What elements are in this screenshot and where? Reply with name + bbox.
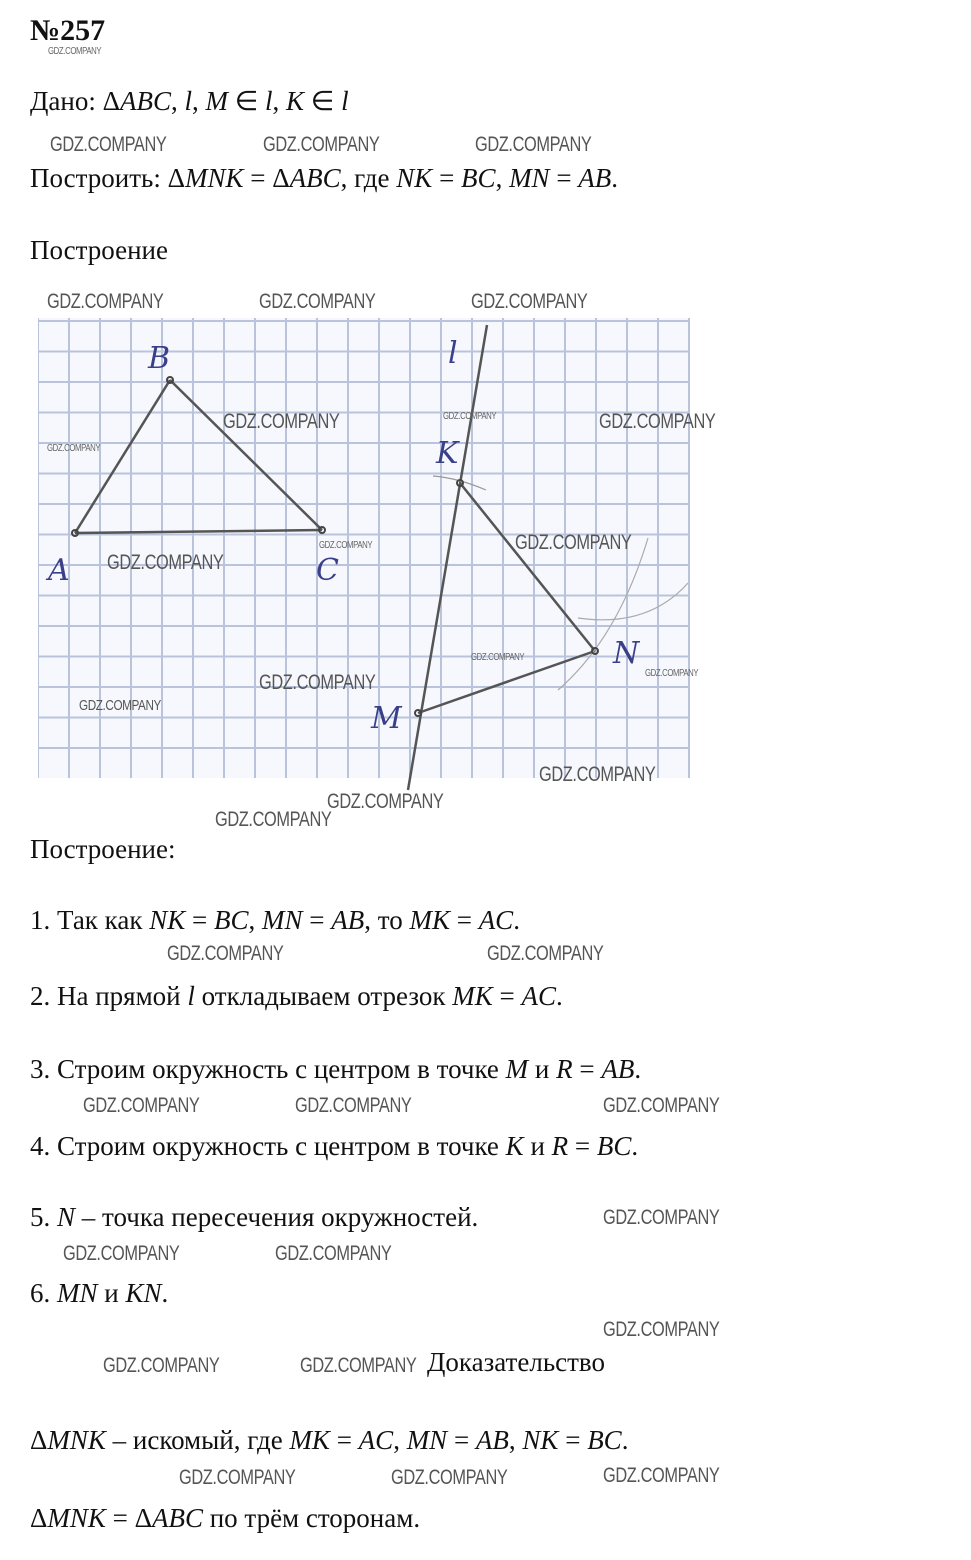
math-symbol: ABC — [289, 163, 341, 193]
watermark: GDZ.COMPANY — [167, 942, 284, 965]
math-symbol: BC — [461, 163, 496, 193]
watermark: GDZ.COMPANY — [50, 133, 167, 156]
math-symbol: BC — [214, 905, 249, 935]
problem-number: №257 — [30, 14, 106, 47]
math-symbol: AB — [475, 1425, 509, 1455]
watermark: GDZ.COMPANY — [327, 790, 444, 813]
math-symbol: AB — [601, 1054, 635, 1084]
text-segment: , — [393, 1425, 407, 1455]
text-segment: Построение — [30, 235, 168, 265]
step-1 — [30, 907, 520, 934]
watermark: GDZ.COMPANY — [515, 531, 632, 554]
watermark: GDZ.COMPANY — [259, 290, 376, 313]
math-symbol: AC — [358, 1425, 394, 1455]
text-segment: 6. — [30, 1278, 57, 1308]
text-segment: ∈ — [304, 86, 342, 116]
math-symbol: MK — [409, 905, 450, 935]
math-symbol: l — [184, 86, 192, 116]
math-symbol: R — [556, 1054, 573, 1084]
proof-heading — [427, 1349, 605, 1376]
text-segment: . — [513, 905, 520, 935]
text-segment: = — [449, 905, 479, 935]
text-segment: , — [272, 86, 287, 116]
math-symbol: ABC — [151, 1503, 203, 1533]
math-symbol: MN — [509, 163, 550, 193]
watermark: GDZ.COMPANY — [603, 1318, 720, 1341]
math-symbol: M — [505, 1054, 529, 1084]
step-3 — [30, 1056, 641, 1083]
text-segment: откладываем отрезок — [194, 981, 453, 1011]
text-segment: . — [161, 1278, 169, 1308]
math-symbol: MNK — [47, 1503, 106, 1533]
step-2 — [30, 983, 563, 1010]
text-segment: Δ — [30, 1503, 48, 1533]
text-segment: 4. Строим окружность с центром в точке — [30, 1131, 506, 1161]
watermark: GDZ.COMPANY — [215, 808, 332, 831]
text-segment: – точка пересечения окружностей. — [75, 1202, 479, 1232]
watermark: GDZ.COMPANY — [319, 540, 373, 551]
text-segment: Построить: Δ — [30, 163, 185, 193]
watermark: GDZ.COMPANY — [103, 1354, 220, 1377]
math-symbol: N — [57, 1202, 76, 1232]
text-segment: = — [185, 905, 214, 935]
step-5 — [30, 1204, 478, 1231]
watermark: GDZ.COMPANY — [603, 1464, 720, 1487]
text-segment: 3. Строим окружность с центром в точке — [30, 1054, 506, 1084]
text-segment: 2. На прямой — [30, 981, 188, 1011]
text-segment: . — [631, 1131, 639, 1161]
text-segment: и — [528, 1054, 557, 1084]
label-c: C — [316, 553, 339, 588]
watermark: GDZ.COMPANY — [179, 1466, 296, 1489]
label-n: N — [613, 636, 640, 671]
math-symbol: MK — [289, 1425, 330, 1455]
text-segment: = Δ — [105, 1503, 152, 1533]
math-symbol: l — [187, 981, 195, 1011]
math-symbol: AC — [478, 905, 514, 935]
watermark: GDZ.COMPANY — [539, 763, 656, 786]
label-l: l — [448, 336, 458, 371]
text-segment: , — [248, 905, 263, 935]
text-segment: . — [611, 163, 619, 193]
watermark: GDZ.COMPANY — [603, 1094, 720, 1117]
math-symbol: AB — [331, 905, 365, 935]
watermark: GDZ.COMPANY — [475, 133, 592, 156]
text-segment: Δ — [30, 1425, 48, 1455]
math-symbol: MN — [406, 1425, 448, 1455]
math-symbol: R — [551, 1131, 569, 1161]
text-segment: , — [508, 1425, 523, 1455]
text-segment: , — [495, 163, 510, 193]
construction-heading-2 — [30, 836, 175, 863]
text-segment: . — [621, 1425, 629, 1455]
math-symbol: l — [341, 86, 349, 116]
text-segment: = — [492, 981, 522, 1011]
text-segment: ∈ — [227, 86, 266, 116]
math-symbol: NK — [149, 905, 186, 935]
text-segment: и — [523, 1131, 552, 1161]
text-segment: = — [329, 1425, 359, 1455]
math-symbol: M — [205, 86, 228, 116]
watermark: GDZ.COMPANY — [300, 1354, 417, 1377]
watermark: GDZ.COMPANY — [107, 551, 224, 574]
watermark: GDZ.COMPANY — [391, 1466, 508, 1489]
watermark: GDZ.COMPANY — [443, 411, 497, 422]
construction-heading — [30, 237, 168, 264]
watermark: GDZ.COMPANY — [275, 1242, 392, 1265]
label-b: B — [148, 341, 171, 376]
label-k: K — [436, 436, 459, 471]
watermark: GDZ.COMPANY — [47, 290, 164, 313]
watermark: GDZ.COMPANY — [47, 443, 101, 454]
text-segment: = — [549, 163, 579, 193]
watermark: GDZ.COMPANY — [79, 697, 161, 714]
math-symbol: l — [265, 86, 273, 116]
text-segment: = — [432, 163, 462, 193]
math-symbol: MK — [452, 981, 493, 1011]
text-segment: = — [558, 1425, 588, 1455]
watermark: GDZ.COMPANY — [645, 668, 699, 679]
step-6 — [30, 1280, 168, 1307]
watermark: GDZ.COMPANY — [48, 46, 102, 57]
watermark: GDZ.COMPANY — [599, 410, 716, 433]
math-symbol: NK — [396, 163, 433, 193]
math-symbol: ABC — [119, 86, 171, 116]
watermark: GDZ.COMPANY — [487, 942, 604, 965]
watermark: GDZ.COMPANY — [471, 290, 588, 313]
given-line — [30, 88, 349, 115]
text-segment: = — [572, 1054, 602, 1084]
text-segment: , то — [364, 905, 410, 935]
watermark: GDZ.COMPANY — [223, 410, 340, 433]
math-symbol: MN — [262, 905, 303, 935]
text-segment: и — [97, 1278, 126, 1308]
text-segment: Дано: Δ — [30, 86, 120, 116]
text-segment: = — [447, 1425, 476, 1455]
label-a: A — [48, 553, 70, 588]
math-symbol: K — [286, 86, 305, 116]
math-symbol: AB — [578, 163, 612, 193]
step-4 — [30, 1133, 638, 1160]
proof-line-1 — [30, 1427, 628, 1454]
watermark: GDZ.COMPANY — [259, 671, 376, 694]
text-segment: . — [634, 1054, 642, 1084]
math-symbol: MNK — [184, 163, 244, 193]
text-segment: . — [555, 981, 563, 1011]
proof-line-2 — [30, 1505, 420, 1532]
watermark: GDZ.COMPANY — [603, 1206, 720, 1229]
text-segment: 5. — [30, 1202, 57, 1232]
math-symbol: MN — [57, 1278, 98, 1308]
math-symbol: K — [505, 1131, 524, 1161]
text-segment: , где — [340, 163, 397, 193]
text-segment: , — [170, 86, 185, 116]
math-symbol: BC — [596, 1131, 632, 1161]
text-segment: 1. Так как — [30, 905, 150, 935]
text-segment: Доказательство — [427, 1347, 605, 1377]
math-symbol: BC — [587, 1425, 622, 1455]
watermark: GDZ.COMPANY — [263, 133, 380, 156]
watermark: GDZ.COMPANY — [295, 1094, 412, 1117]
text-segment: – искомый, где — [105, 1425, 290, 1455]
text-segment: Построение: — [30, 834, 176, 864]
text-segment: по трём сторонам. — [202, 1503, 421, 1533]
math-symbol: NK — [522, 1425, 559, 1455]
math-symbol: MNK — [47, 1425, 106, 1455]
text-segment: = — [568, 1131, 597, 1161]
watermark: GDZ.COMPANY — [63, 1242, 180, 1265]
text-segment: = — [302, 905, 332, 935]
math-symbol: KN — [125, 1278, 162, 1308]
math-symbol: AC — [521, 981, 556, 1011]
text-segment: = Δ — [243, 163, 290, 193]
watermark: GDZ.COMPANY — [471, 652, 525, 663]
label-m: M — [371, 701, 402, 736]
text-segment: , — [191, 86, 206, 116]
watermark: GDZ.COMPANY — [83, 1094, 200, 1117]
construct-task-line — [30, 165, 618, 192]
